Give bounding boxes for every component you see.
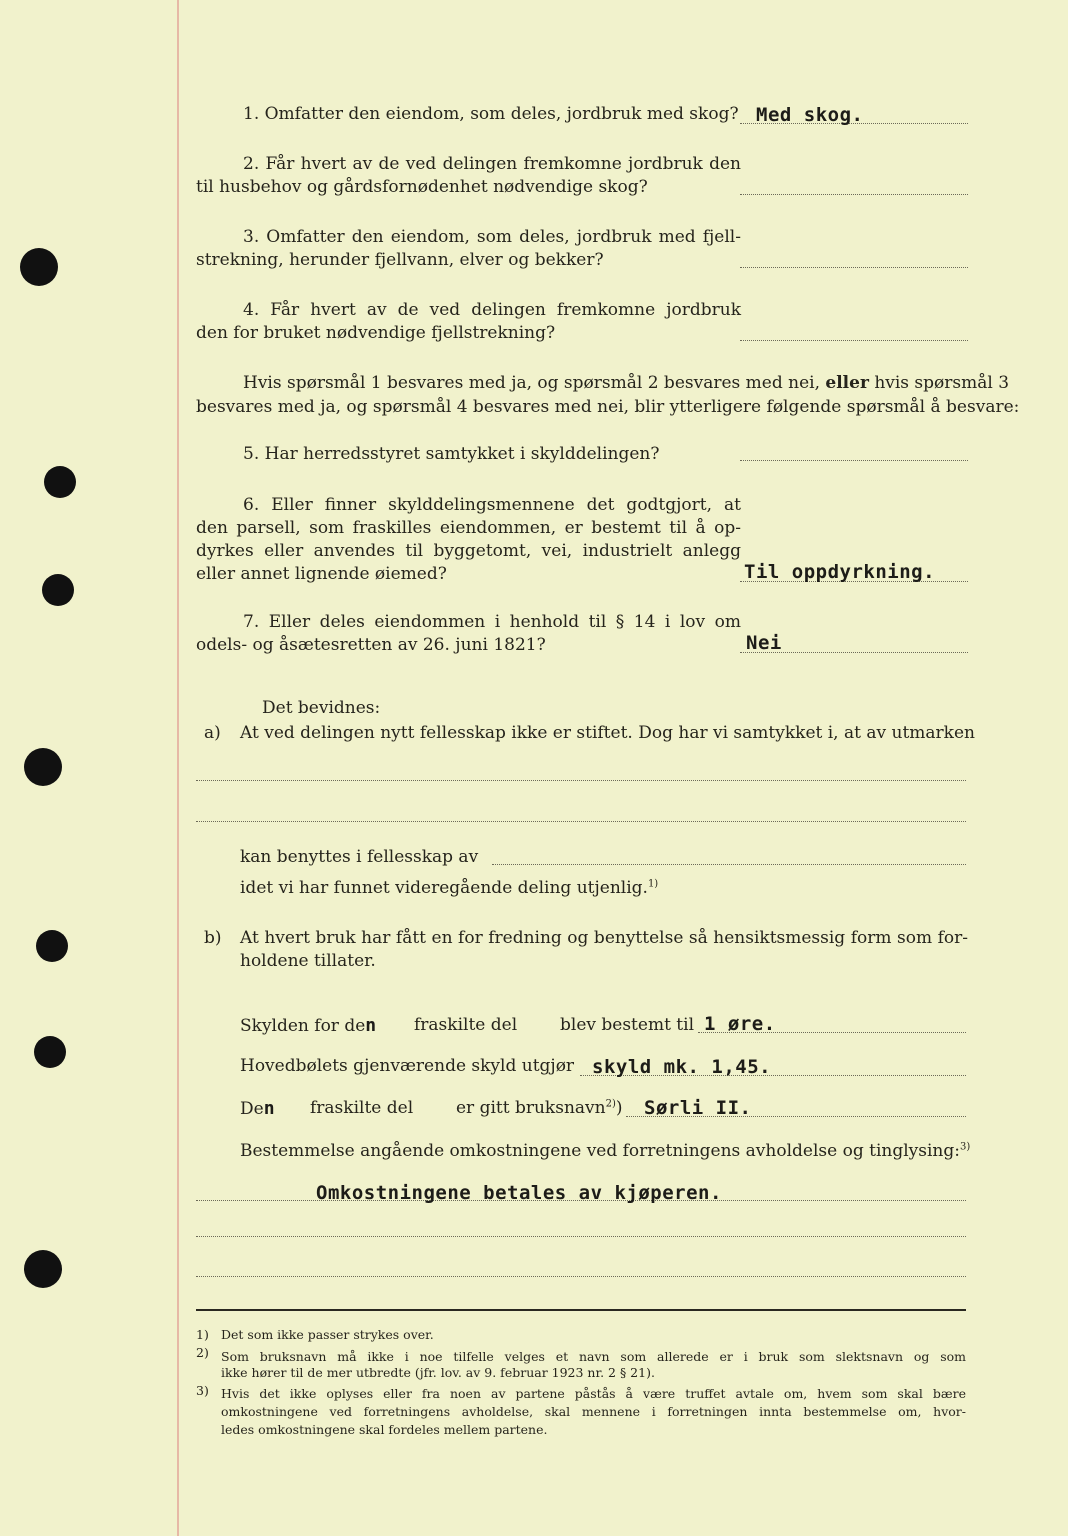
attest-a-label: a): [204, 723, 221, 743]
answer-line: [740, 460, 968, 461]
tax-label-part: blev bestemt til: [560, 1015, 695, 1035]
punch-hole: [24, 1250, 62, 1288]
question-7-answer: Nei: [746, 632, 782, 654]
farm-name-label-part: er gitt bruksnavn$^{2)}$): [456, 1098, 623, 1118]
punch-hole: [44, 466, 76, 498]
question-4-line-2: den for bruket nødvendige fjellstrekning?: [196, 323, 556, 343]
question-6-line-4: eller annet lignende øiemed?: [196, 564, 447, 584]
tax-label-part: fraskilte del: [414, 1015, 518, 1035]
question-1-answer: Med skog.: [756, 104, 864, 126]
main-farm-value: skyld mk. 1,45.: [592, 1056, 772, 1078]
footnote-3-line-3: ledes omkostningene skal fordeles mellem partene.: [221, 1422, 548, 1437]
costs-label: Bestemmelse angående omkostningene ved forretningens avholdelse og tinglysing:$^{3)}$: [240, 1141, 971, 1161]
footnote-1-line-1: Det som ikke passer strykes over.: [221, 1327, 434, 1342]
question-6-line-1: 6. Eller finner skylddelingsmennene det godtgjort, at: [243, 495, 741, 515]
blank-line: [196, 1276, 966, 1277]
blank-line: [196, 1236, 966, 1237]
question-6-line-2: den parsell, som fraskilles eiendommen, er bestemt til å op-: [196, 518, 741, 538]
question-1-text: 1. Omfatter den eiendom, som deles, jordbruk med skog?: [243, 104, 739, 124]
question-7-line-1: 7. Eller deles eiendommen i henhold til § 14 i lov om: [243, 612, 741, 632]
footnote-3-line-1: Hvis det ikke oplyses eller fra noen av partene påstås å være truffet avtale om, hvem som skal bære: [221, 1386, 966, 1401]
question-6-line-3: dyrkes eller anvendes til byggetomt, vei, industrielt anlegg: [196, 541, 741, 561]
footnote-mark: 3): [196, 1383, 209, 1398]
punch-hole: [20, 248, 58, 286]
tax-value: 1 øre.: [704, 1013, 776, 1035]
farm-name-value: Sørli II.: [644, 1097, 752, 1119]
attest-b-label: b): [204, 928, 222, 948]
footnote-3-line-2: omkostningene ved forretningens avholdelse, skal mennene i forretningen innta bestemmelse om, hvor-: [221, 1404, 966, 1419]
margin-line: [177, 0, 179, 1536]
question-4-line-1: 4. Får hvert av de ved delingen fremkomne jordbruk: [243, 300, 741, 320]
footnote-rule: [196, 1309, 966, 1311]
attest-b-line-2: holdene tillater.: [240, 951, 376, 971]
punch-hole: [34, 1036, 66, 1068]
attest-a-text: At ved delingen nytt fellesskap ikke er stiftet. Dog har vi samtykket i, at av utmarken: [240, 723, 975, 743]
question-2-line-1: 2. Får hvert av de ved delingen fremkomne jordbruk den: [243, 154, 741, 174]
condition-line-2: besvares med ja, og spørsmål 4 besvares med nei, blir ytterligere følgende spørsmål å besvare:: [196, 397, 1020, 417]
question-3-line-1: 3. Omfatter den eiendom, som deles, jordbruk med fjell-: [243, 227, 741, 247]
answer-line: [740, 194, 968, 195]
question-6-answer: Til oppdyrkning.: [744, 561, 936, 583]
footnote-2-line-2: ikke hører til de mer utbredte (jfr. lov. av 9. februar 1923 nr. 2 § 21).: [221, 1365, 655, 1380]
farm-name-label: Den: [240, 1098, 276, 1119]
blank-line: [196, 780, 966, 781]
common-use-label: kan benyttes i fellesskap av: [240, 847, 479, 867]
farm-name-label-part: fraskilte del: [310, 1098, 414, 1118]
question-2-line-2: til husbehov og gårdsfornødenhet nødvendige skog?: [196, 177, 648, 197]
costs-value: Omkostningene betales av kjøperen.: [316, 1182, 722, 1204]
punch-hole: [24, 748, 62, 786]
footnote-mark: 1): [196, 1327, 209, 1342]
attest-b-line-1: At hvert bruk har fått en for fredning og benyttelse så hensiktsmessig form som for-: [240, 928, 968, 948]
question-5-text: 5. Har herredsstyret samtykket i skylddelingen?: [243, 444, 660, 464]
answer-line: [740, 340, 968, 341]
attest-heading: Det bevidnes:: [262, 698, 381, 718]
answer-line: [740, 267, 968, 268]
condition-line-1: Hvis spørsmål 1 besvares med ja, og spørsmål 2 besvares med nei, eller hvis spørsmål 3: [243, 373, 1010, 393]
footnote-mark: 2): [196, 1345, 209, 1360]
punch-hole: [36, 930, 68, 962]
footnote-2-line-1: Som bruksnavn må ikke i noe tilfelle velges et navn som allerede er i bruk som slektsnavn og som: [221, 1349, 966, 1364]
question-7-line-2: odels- og åsætesretten av 26. juni 1821?: [196, 635, 546, 655]
tax-label: Skylden for den: [240, 1015, 377, 1036]
blank-line: [492, 864, 966, 865]
main-farm-label: Hovedbølets gjenværende skyld utgjør: [240, 1056, 575, 1076]
question-3-line-2: strekning, herunder fjellvann, elver og bekker?: [196, 250, 604, 270]
punch-hole: [42, 574, 74, 606]
further-division-text: idet vi har funnet videregående deling utjenlig.$^{1)}$: [240, 878, 659, 898]
blank-line: [196, 821, 966, 822]
